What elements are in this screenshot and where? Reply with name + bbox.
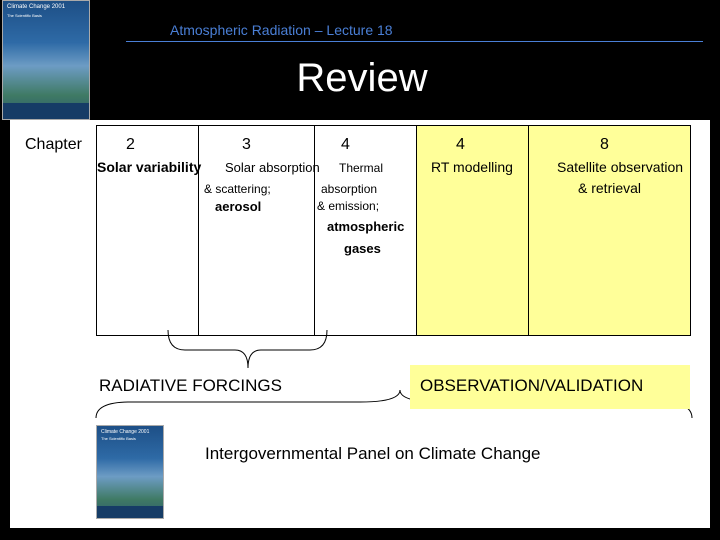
col4-line2: absorption [321,182,378,196]
chapter-number: 2 [126,136,135,153]
book-cover-bottom [96,425,164,519]
col3-line2: & scattering; [204,182,271,196]
col2-text: Solar variability [97,159,202,175]
col3-line3: aerosol [215,199,262,214]
book-cover-title: Climate Change 2001 [7,4,66,10]
book-cover-subtitle: The Scientific Basis [101,436,136,441]
book-cover-title: Climate Change 2001 [101,429,150,435]
col-rt-text: RT modelling [431,159,513,175]
slide-title: Review [296,56,428,100]
col3-line1: Solar absorption [225,160,320,175]
chapter-number: 4 [456,136,465,153]
book-cover-band [97,506,163,518]
ipcc-label: Intergovernmental Panel on Climate Change [205,444,541,463]
lecture-title: Atmospheric Radiation – Lecture 18 [170,22,393,38]
chapter-number: 8 [600,136,609,153]
book-cover-subtitle: The Scientific Basis [7,13,42,18]
col8-line2: & retrieval [578,180,642,196]
col4-line3: & emission; [317,199,380,213]
col4-line1: Thermal [339,161,384,175]
col8-line1: Satellite observation [557,159,684,175]
col4-line5: gases [344,241,381,256]
radiative-forcings-label: RADIATIVE FORCINGS [99,376,282,395]
chapter-label: Chapter [25,136,82,153]
chapter-number: 4 [341,136,350,153]
col4-line4: atmospheric [327,219,405,234]
observation-validation-label: OBSERVATION/VALIDATION [420,376,644,395]
chapter-number: 3 [242,136,251,153]
